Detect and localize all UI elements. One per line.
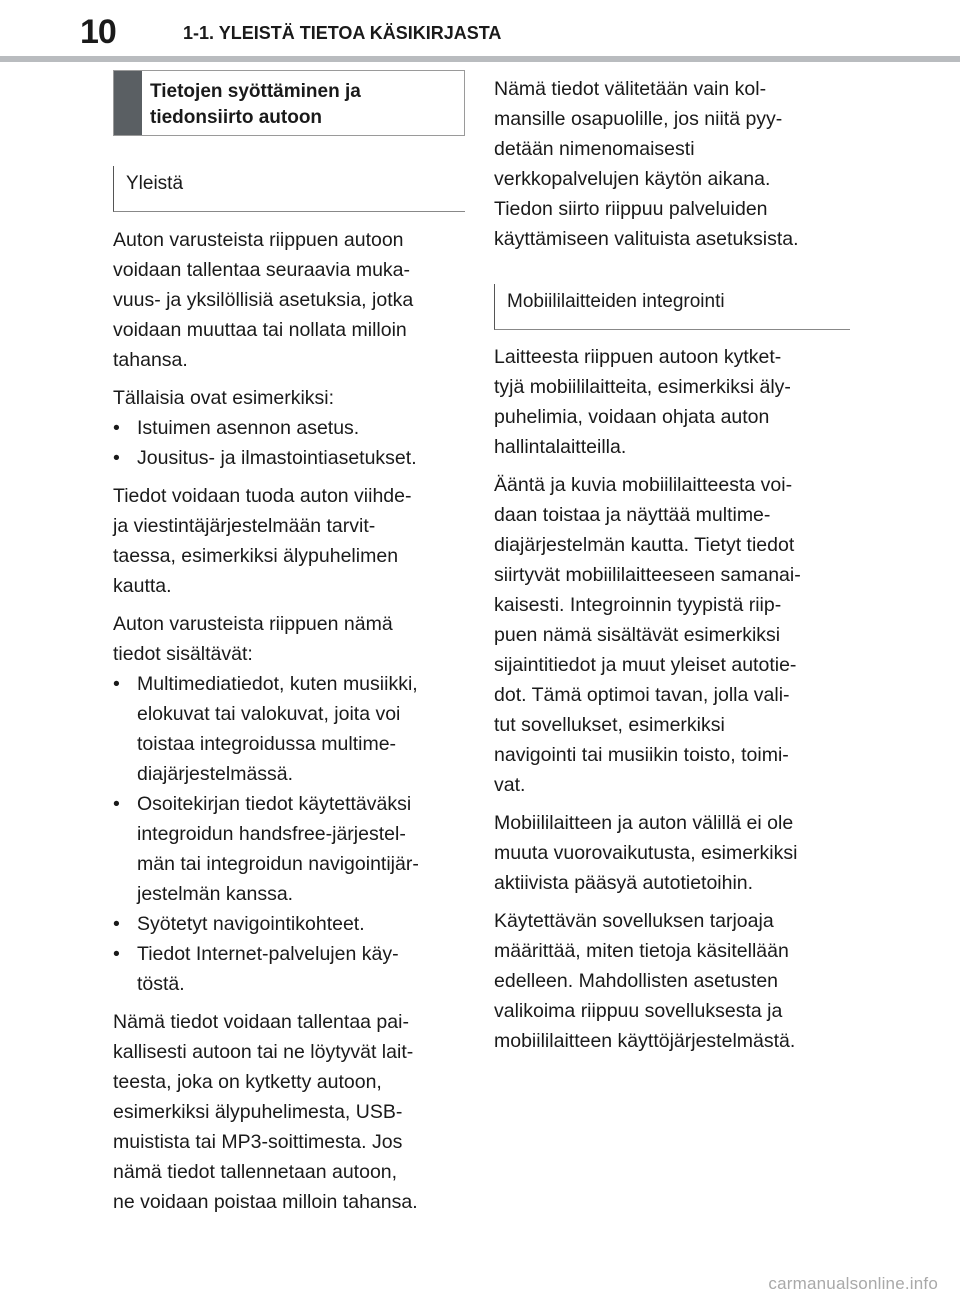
bullet-list: [113, 413, 465, 473]
text-line: daan toistaa ja näyttää multime-: [494, 504, 771, 526]
paragraph: [113, 225, 465, 375]
page-number: 10: [80, 13, 116, 51]
text-line: Tiedot voidaan tuoda auton viihde-: [113, 485, 412, 507]
text-line: elokuvat tai valokuvat, joita voi: [137, 703, 401, 725]
text-line: ja viestintäjärjestelmään tarvit-: [113, 515, 376, 537]
text-line: Auton varusteista riippuen autoon: [113, 229, 404, 251]
text-line: verkkopalvelujen käytön aikana.: [494, 168, 771, 190]
topic-title: [142, 71, 361, 135]
paragraph: [494, 342, 850, 462]
text-line: taessa, esimerkiksi älypuhelimen: [113, 545, 399, 567]
text-line: hallintalaitteilla.: [494, 436, 627, 458]
text-line: • Syötetyt navigointikohteet.: [137, 913, 365, 935]
list-item: • Istuimen asennon asetus.: [113, 413, 465, 443]
text-line: muistista tai MP3-soittimesta. Jos: [113, 1131, 403, 1153]
text-line: teesta, joka on kytketty autoon,: [113, 1071, 382, 1093]
paragraph: [494, 74, 850, 254]
text-line: män tai integroidun navigointijär-: [137, 853, 419, 875]
text-line: navigointi tai musiikin toisto, toimi-: [494, 744, 789, 766]
bullet-list: [113, 669, 465, 999]
paragraph: [494, 808, 850, 898]
text-line: vat.: [494, 774, 526, 796]
text-line: puhelimia, voidaan ohjata auton: [494, 406, 770, 428]
header-rule: [0, 56, 960, 62]
text-line: käyttämiseen valituista asetuksista.: [494, 228, 799, 250]
text-line: muuta vuorovaikutusta, esimerkiksi: [494, 842, 798, 864]
text-line: Tiedon siirto riippuu palveluiden: [494, 198, 768, 220]
text-line: Nämä tiedot välitetään vain kol-: [494, 78, 767, 100]
text-line: valikoima riippuu sovelluksesta ja: [494, 1000, 783, 1022]
paragraph: [113, 609, 465, 669]
topic-title-line: tiedonsiirto autoon: [150, 107, 323, 128]
text-line: edelleen. Mahdollisten asetusten: [494, 970, 779, 992]
text-line: toistaa integroidussa multime-: [137, 733, 397, 755]
page-header: [0, 0, 960, 64]
text-line: Laitteesta riippuen autoon kytket-: [494, 346, 782, 368]
topic-title-box: [113, 70, 465, 136]
text-line: ne voidaan poistaa milloin tahansa.: [113, 1191, 418, 1213]
text-line: tahansa.: [113, 349, 188, 371]
text-line: tiedot sisältävät:: [113, 643, 253, 665]
text-line: mansille osapuolille, jos niitä pyy-: [494, 108, 783, 130]
title-bar-accent: [114, 71, 142, 135]
list-item: • Jousitus- ja ilmastointiasetukset.: [113, 443, 465, 473]
topic-title-line: Tietojen syöttäminen ja: [150, 81, 361, 102]
text-line: kaisesti. Integroinnin tyypistä riip-: [494, 594, 782, 616]
text-line: kautta.: [113, 575, 172, 597]
list-item: [113, 909, 465, 939]
text-line: aktiivista pääsyä autotietoihin.: [494, 872, 754, 894]
text-line: siirtyvät mobiililaitteeseen samanai-: [494, 564, 801, 586]
text-line: • Multimediatiedot, kuten musiikki,: [137, 673, 418, 695]
text-line: puen nämä sisältävät esimerkiksi: [494, 624, 781, 646]
text-line: Ääntä ja kuvia mobiililaitteesta voi-: [494, 474, 793, 496]
text-line: määrittää, miten tietoja käsitellään: [494, 940, 789, 962]
text-line: Käytettävän sovelluksen tarjoaja: [494, 910, 774, 932]
list-item: [113, 939, 465, 999]
text-line: töstä.: [137, 973, 185, 995]
text-line: tyjä mobiililaitteita, esimerkiksi äly-: [494, 376, 791, 398]
text-line: vuus- ja yksilöllisiä asetuksia, jotka: [113, 289, 414, 311]
text-line: kallisesti autoon tai ne löytyvät lait-: [113, 1041, 414, 1063]
text-line: Auton varusteista riippuen nämä: [113, 613, 393, 635]
section-title: 1-1. YLEISTÄ TIETOA KÄSIKIRJASTA: [183, 23, 502, 43]
list-item: [113, 669, 465, 789]
text-line: mobiililaitteen käyttöjärjestelmästä.: [494, 1030, 796, 1052]
text-line: • Osoitekirjan tiedot käytettäväksi: [137, 793, 412, 815]
paragraph: [494, 906, 850, 1056]
text-line: Mobiililaitteen ja auton välillä ei ole: [494, 812, 794, 834]
text-line: diajärjestelmän kautta. Tietyt tiedot: [494, 534, 795, 556]
text-line: tut sovellukset, esimerkiksi: [494, 714, 725, 736]
text-line: Tällaisia ovat esimerkiksi:: [113, 387, 335, 409]
text-line: diajärjestelmässä.: [137, 763, 294, 785]
paragraph: [113, 383, 465, 413]
text-line: dot. Tämä optimoi tavan, jolla vali-: [494, 684, 790, 706]
watermark: carmanualsonline.info: [768, 1274, 938, 1293]
text-line: jestelmän kanssa.: [137, 883, 294, 905]
paragraph: [113, 481, 465, 601]
text-line: esimerkiksi älypuhelimesta, USB-: [113, 1101, 403, 1123]
text-line: voidaan tallentaa seuraavia muka-: [113, 259, 411, 281]
right-column: [494, 74, 850, 1056]
subheading-mobile-integration: Mobiililaitteiden integrointi: [494, 284, 850, 330]
paragraph: [494, 470, 850, 800]
left-column: [113, 70, 465, 1217]
text-line: integroidun handsfree-järjestel-: [137, 823, 406, 845]
subheading-general: Yleistä: [113, 166, 465, 212]
text-line: sijaintitiedot ja muut yleiset autotie-: [494, 654, 797, 676]
text-line: detään nimenomaisesti: [494, 138, 695, 160]
list-item: [113, 789, 465, 909]
text-line: nämä tiedot tallennetaan autoon,: [113, 1161, 398, 1183]
text-line: voidaan muuttaa tai nollata milloin: [113, 319, 407, 341]
text-line: Nämä tiedot voidaan tallentaa pai-: [113, 1011, 409, 1033]
text-line: • Tiedot Internet-palvelujen käy-: [137, 943, 399, 965]
paragraph: [113, 1007, 465, 1217]
